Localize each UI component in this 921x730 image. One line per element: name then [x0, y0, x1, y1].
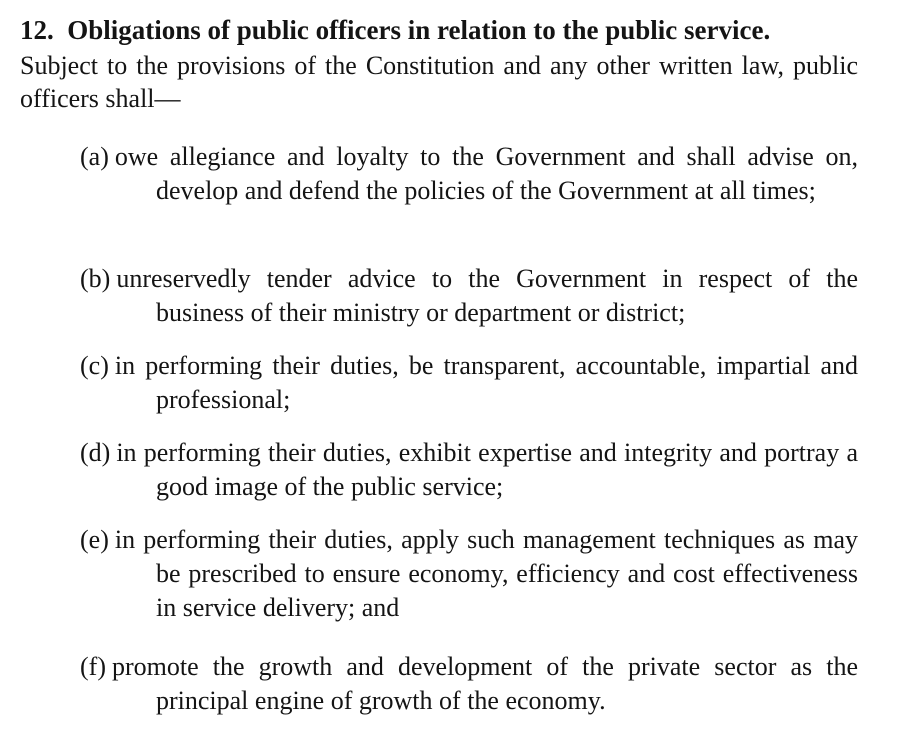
item-text: in performing their duties, exhibit expertise and integrity and portray a good image of the public service; — [116, 438, 858, 501]
list-item-e — [80, 523, 858, 625]
list-item-a — [80, 140, 858, 208]
list-item-c — [80, 349, 858, 417]
item-text: in performing their duties, apply such management techniques as may be prescribed to ensure economy, efficiency and cost effectiveness in service delivery; and — [114, 525, 858, 622]
list-item-b — [80, 262, 858, 330]
item-marker: (f) — [80, 652, 106, 681]
section-heading — [20, 12, 900, 48]
section-intro: Subject to the provisions of the Constitution and any other written law, public officers shall— — [20, 51, 858, 113]
item-marker: (e) — [80, 525, 109, 554]
list-item-f — [80, 650, 858, 718]
item-text: unreservedly tender advice to the Government in respect of the business of their ministry or department or district; — [116, 264, 858, 327]
item-text: promote the growth and development of the private sector as the principal engine of growth of the economy. — [111, 652, 858, 715]
item-text: owe allegiance and loyalty to the Government and shall advise on, develop and defend the policies of the Government at all times; — [114, 142, 858, 205]
item-marker: (b) — [80, 264, 111, 293]
item-marker: (a) — [80, 142, 109, 171]
section-number: 12. — [20, 15, 54, 45]
list-item-d — [80, 436, 858, 504]
item-marker: (c) — [80, 351, 109, 380]
item-marker: (d) — [80, 438, 111, 467]
item-text: in performing their duties, be transparent, accountable, impartial and professional; — [114, 351, 858, 414]
section-title: Obligations of public officers in relation to the public service. — [67, 15, 771, 45]
